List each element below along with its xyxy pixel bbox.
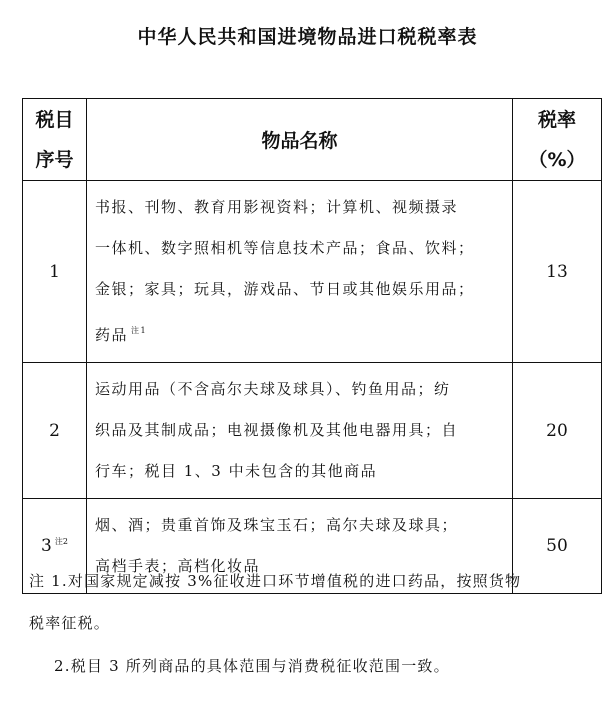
header-item-number <box>23 99 87 181</box>
table-row <box>23 363 602 499</box>
desc-line: 行车；税目 1、3 中未包含的其他商品 <box>95 462 378 480</box>
desc-line: 金银；家具；玩具，游戏品、节日或其他娱乐用品； <box>95 280 475 298</box>
desc-line: 运动用品（不含高尔夫球及球具）、钓鱼用品；纺 <box>95 380 451 398</box>
tax-rate: 50 <box>513 499 602 594</box>
item-description <box>87 363 513 499</box>
item-description <box>87 181 513 363</box>
desc-line: 织品及其制成品；电视摄像机及其他电器用具；自 <box>95 421 459 439</box>
desc-line <box>95 310 506 356</box>
header-text: 税率 <box>537 108 576 131</box>
desc-line: 烟、酒；贵重首饰及珠宝玉石；高尔夫球及球具； <box>95 516 459 534</box>
desc-line: 一体机、数字照相机等信息技术产品；食品、饮料； <box>95 239 475 257</box>
item-number <box>23 181 87 363</box>
footnote-1-continued: 税率征税。 <box>29 614 111 632</box>
table-row <box>23 181 602 363</box>
tax-rate: 13 <box>513 181 602 363</box>
document-title: 中华人民共和国进境物品进口税税率表 <box>137 26 478 48</box>
footnote-1: 注 1.对国家规定减按 3%征收进口环节增值税的进口药品，按照货物 <box>29 572 522 590</box>
number-text: 3 <box>41 536 52 556</box>
tax-rate-table <box>22 98 602 594</box>
table-header-row <box>23 99 602 181</box>
tax-rate: 20 <box>513 363 602 499</box>
header-text: 序号 <box>35 148 74 171</box>
item-number: 2 <box>23 363 87 499</box>
footnote-2: 2.税目 3 所列商品的具体范围与消费税征收范围一致。 <box>54 657 450 675</box>
header-rate <box>513 99 602 181</box>
footnote-ref: 注1 <box>131 326 148 335</box>
desc-line: 高档手表；高档化妆品 <box>95 557 261 575</box>
header-text: （%） <box>528 148 586 171</box>
footnote-ref: 注2 <box>54 537 68 546</box>
header-text: 税目 <box>35 108 74 131</box>
desc-line: 书报、刊物、教育用影视资料；计算机、视频摄录 <box>95 198 459 216</box>
number-text: 1 <box>49 261 60 282</box>
desc-text: 药品 <box>95 326 129 344</box>
header-item-name: 物品名称 <box>87 99 513 181</box>
